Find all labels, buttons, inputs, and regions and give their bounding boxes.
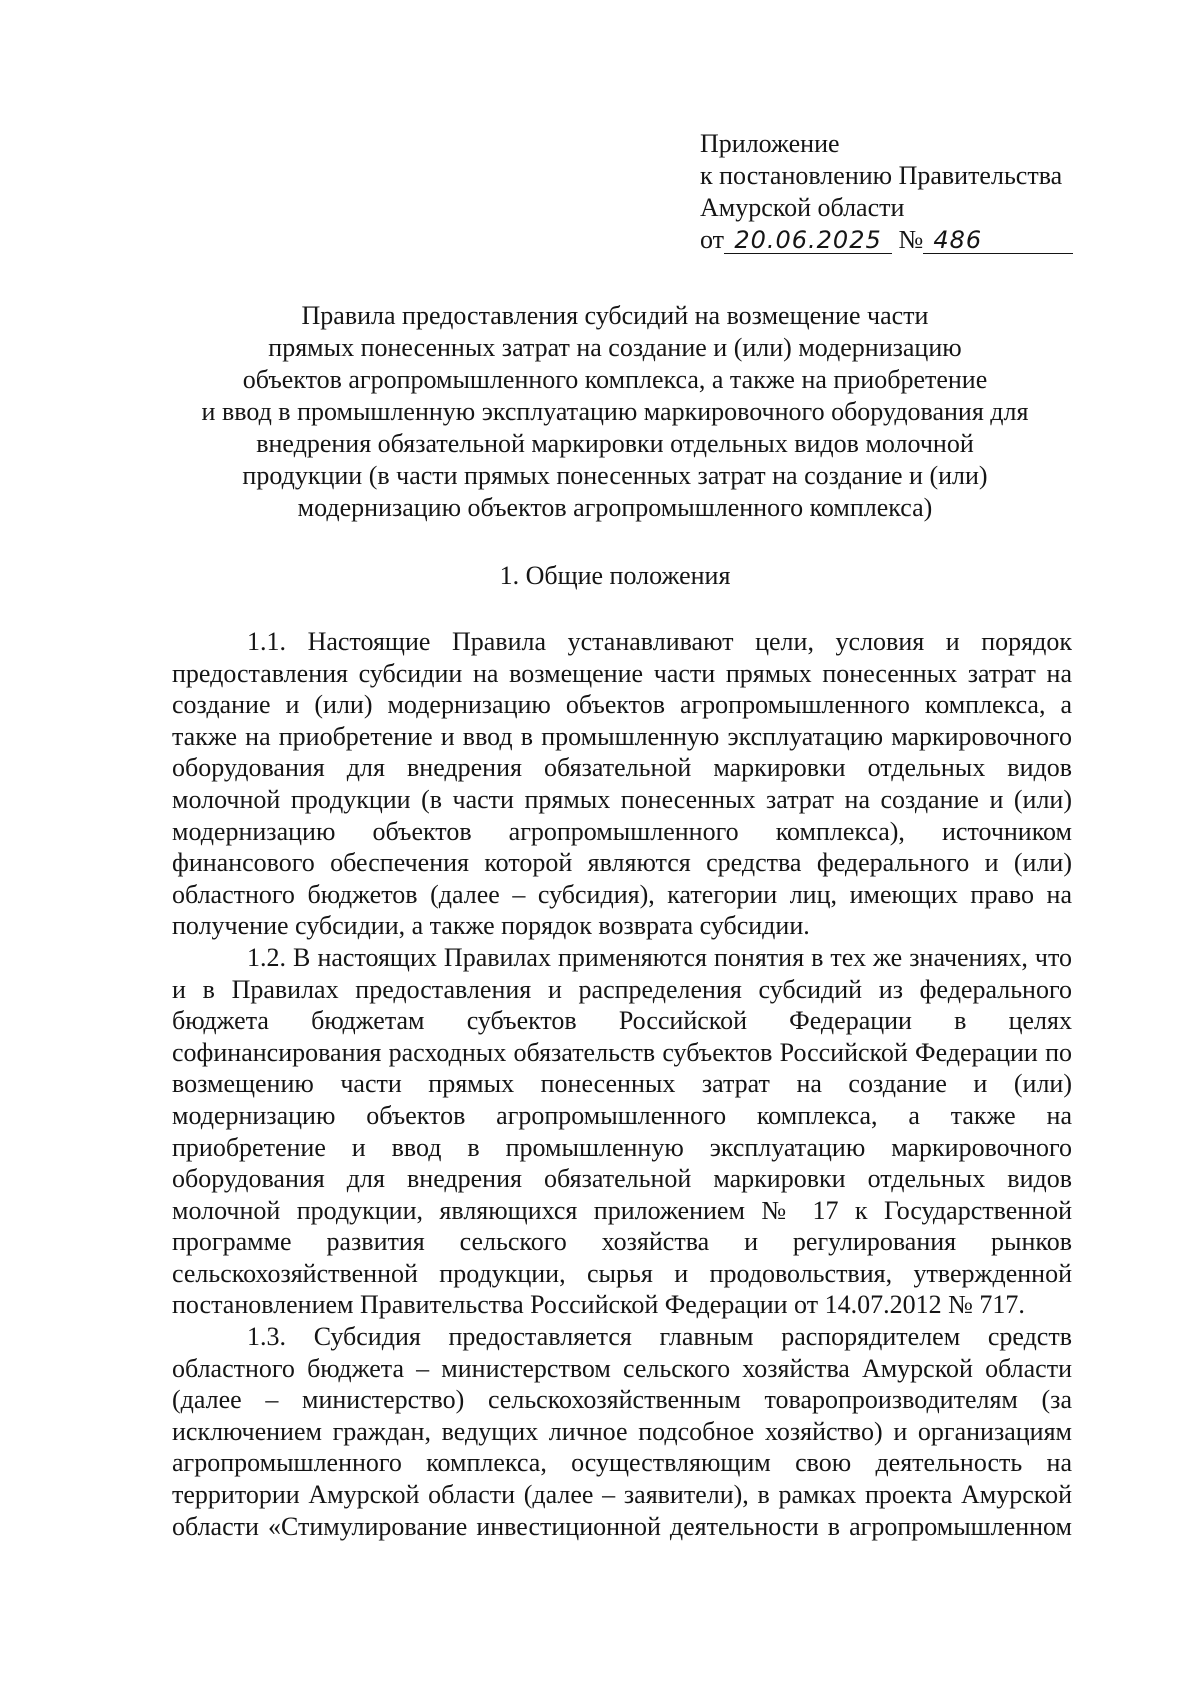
paragraph-1-2-line: модернизацию объектов агропромышленного комплекса, а также на [172, 1100, 1072, 1130]
paragraph-1-2-line: возмещению части прямых понесенных затрат на создание и (или) [172, 1069, 1072, 1099]
appendix-title: Приложение [700, 129, 840, 158]
paragraph-1-2-line: приобретение и ввод в промышленную эксплуатацию маркировочного [172, 1132, 1072, 1162]
paragraph-1-2-line: софинансирования расходных обязательств субъектов Российской Федерации по [172, 1037, 1072, 1067]
paragraph-1-1-line: создание и (или) модернизацию объектов агропромышленного комплекса, а [172, 690, 1072, 720]
appendix-region-line: Амурской области [700, 193, 905, 222]
paragraph-1-3-line: территории Амурской области (далее – заявители), в рамках проекта Амурской [172, 1480, 1072, 1510]
title-line: внедрения обязательной маркировки отдельных видов молочной [256, 429, 974, 458]
title-line: объектов агропромышленного комплекса, а также на приобретение [242, 365, 988, 394]
paragraph-1-3-line: 1.3. Субсидия предоставляется главным распорядителем средств [247, 1322, 1072, 1352]
paragraph-1-1-line: 1.1. Настоящие Правила устанавливают цели, условия и порядок [247, 627, 1072, 656]
document-title [160, 300, 1070, 524]
paragraph-1-2-line: сельскохозяйственной продукции, сырья и продовольствия, утвержденной [172, 1258, 1072, 1288]
appendix-block [700, 128, 1120, 258]
paragraph-1-2-line: бюджета бюджетам субъектов Российской Федерации в целях [172, 1006, 1072, 1036]
handwritten-number: 486 [923, 227, 1073, 254]
paragraph-1-2-line: программе развития сельского хозяйства и регулирования рынков [172, 1227, 1072, 1257]
paragraph-1-3-line: агропромышленного комплекса, осуществляющим свою деятельность на [172, 1448, 1072, 1478]
title-line: и ввод в промышленную эксплуатацию маркировочного оборудования для [201, 397, 1029, 426]
paragraph-1-3-line: областного бюджета – министерством сельского хозяйства Амурской области [172, 1353, 1072, 1383]
paragraph-1-2-line: постановлением Правительства Российской Федерации от 14.07.2012 № 717. [172, 1290, 1025, 1320]
paragraph-1-1-line: предоставления субсидии на возмещение части прямых понесенных затрат на [172, 658, 1072, 688]
paragraph-1-2-line: 1.2. В настоящих Правилах применяются понятия в тех же значениях, что [247, 942, 1072, 972]
appendix-resolution-line: к постановлению Правительства [700, 161, 1063, 190]
paragraph-1-1-line: молочной продукции (в части прямых понесенных затрат на создание и (или) [172, 784, 1072, 814]
paragraph-1-1-line: финансового обеспечения которой являются средства федерального и (или) [172, 848, 1072, 878]
paragraph-1-1-line: также на приобретение и ввод в промышленную эксплуатацию маркировочного [172, 721, 1072, 751]
title-line: Правила предоставления субсидий на возмещение части [301, 301, 929, 330]
title-line: модернизацию объектов агропромышленного комплекса) [297, 493, 933, 522]
section-heading: 1. Общие положения [499, 561, 731, 590]
title-line: прямых понесенных затрат на создание и (или) модернизацию [268, 333, 962, 362]
title-line: продукции (в части прямых понесенных затрат на создание и (или) [242, 461, 988, 490]
appendix-date-number-line [700, 224, 1120, 258]
handwritten-date: 20.06.2025 [724, 227, 892, 254]
paragraph-1-1-line: получение субсидии, а также порядок возврата субсидии. [172, 911, 810, 941]
document-body [172, 626, 1072, 1542]
paragraph-1-1-line: модернизацию объектов агропромышленного комплекса), источником [172, 816, 1072, 846]
paragraph-1-2-line: и в Правилах предоставления и распределения субсидий из федерального [172, 974, 1072, 1004]
paragraph-1-3-line: (далее – министерство) сельскохозяйственным товаропроизводителям (за [172, 1385, 1072, 1415]
from-label: от [700, 225, 725, 254]
number-label: № [898, 225, 924, 254]
paragraph-1-2-line: оборудования для внедрения обязательной маркировки отдельных видов [172, 1164, 1072, 1194]
paragraph-1-3-line: области «Стимулирование инвестиционной деятельности в агропромышленном [172, 1511, 1072, 1541]
paragraph-1-3-line: исключением граждан, ведущих личное подсобное хозяйство) и организациям [172, 1416, 1072, 1446]
paragraph-1-1-line: областного бюджетов (далее – субсидия), категории лиц, имеющих право на [172, 879, 1072, 909]
paragraph-1-1-line: оборудования для внедрения обязательной маркировки отдельных видов [172, 753, 1072, 783]
paragraph-1-2-line: молочной продукции, являющихся приложением № 17 к Государственной [172, 1195, 1072, 1225]
